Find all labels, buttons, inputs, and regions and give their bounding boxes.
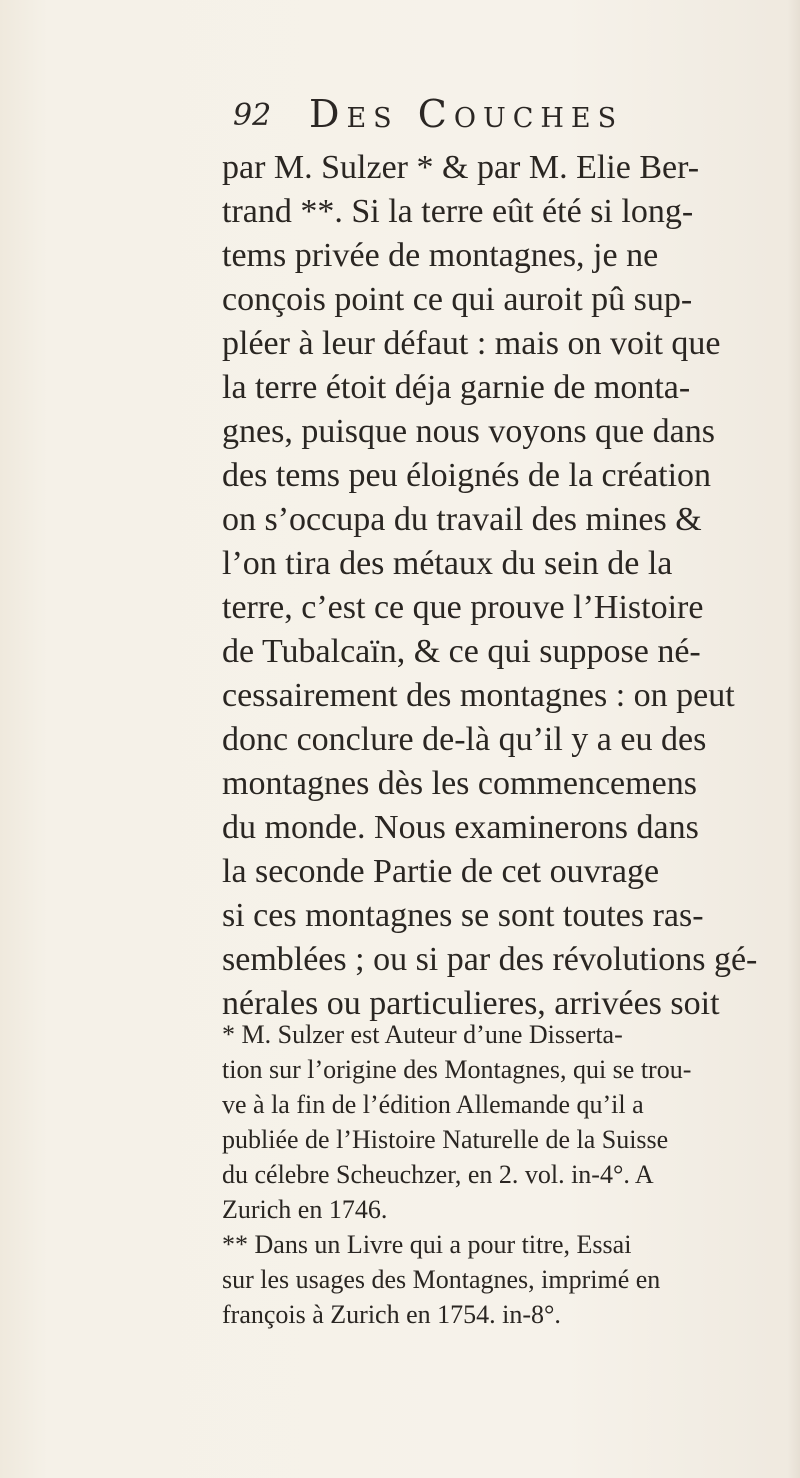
text-line: gnes, puisque nous voyons que dans [222,413,715,450]
text-line: la terre étoit déja garnie de monta- [222,369,691,406]
text-line: conçois point ce qui auroit pû sup- [222,281,693,318]
footnote-line: ** Dans un Livre qui a pour titre, Essai [222,1230,632,1259]
footnote-line: publiée de l’Histoire Naturelle de la Suisse [222,1125,669,1154]
text-line: de Tubalcaïn, & ce qui suppose né- [222,633,701,670]
footnote-line: ve à la fin de l’édition Allemande qu’il a [222,1090,644,1119]
text-line: tems privée de montagnes, je ne [222,237,659,274]
page-edge-shadow [788,0,800,1478]
text-line: trand **. Si la terre eût été si long- [222,193,694,230]
text-line: cessairement des montagnes : on peut [222,677,735,714]
text-line: pléer à leur défaut : mais on voit que [222,325,721,362]
text-line: montagnes dès les commencemens [222,765,697,802]
text-line: par M. Sulzer * & par M. Elie Ber- [222,149,700,186]
text-line: des tems peu éloignés de la création [222,457,712,494]
text-line: semblées ; ou si par des révolutions gé- [222,941,758,978]
text-line: la seconde Partie de cet ouvrage [222,853,660,890]
footnote-line: sur les usages des Montagnes, imprimé en [222,1265,661,1294]
text-line: donc conclure de-là qu’il y a eu des [222,721,707,758]
footnote-line: * M. Sulzer est Auteur d’une Disserta- [222,1020,623,1049]
main-text [222,146,797,1026]
footnote-line: Zurich en 1746. [222,1195,388,1224]
footnote-line: tion sur l’origine des Montagnes, qui se trou- [222,1055,692,1084]
footnote-line: du célebre Scheuchzer, en 2. vol. in-4°. A [222,1160,654,1189]
page-number: 92 [233,98,272,133]
running-head: Des Couches [309,92,624,136]
text-line: si ces montagnes se sont toutes ras- [222,897,704,934]
footnote-line: françois à Zurich en 1754. in-8°. [222,1300,561,1329]
text-line: l’on tira des métaux du sein de la [222,545,673,582]
text-line: nérales ou particulieres, arrivées soit [222,985,720,1022]
page-header [233,92,703,144]
text-line: terre, c’est ce que prouve l’Histoire [222,589,704,626]
text-line: on s’occupa du travail des mines & [222,501,702,538]
footnotes [222,1017,797,1332]
text-line: du monde. Nous examinerons dans [222,809,699,846]
